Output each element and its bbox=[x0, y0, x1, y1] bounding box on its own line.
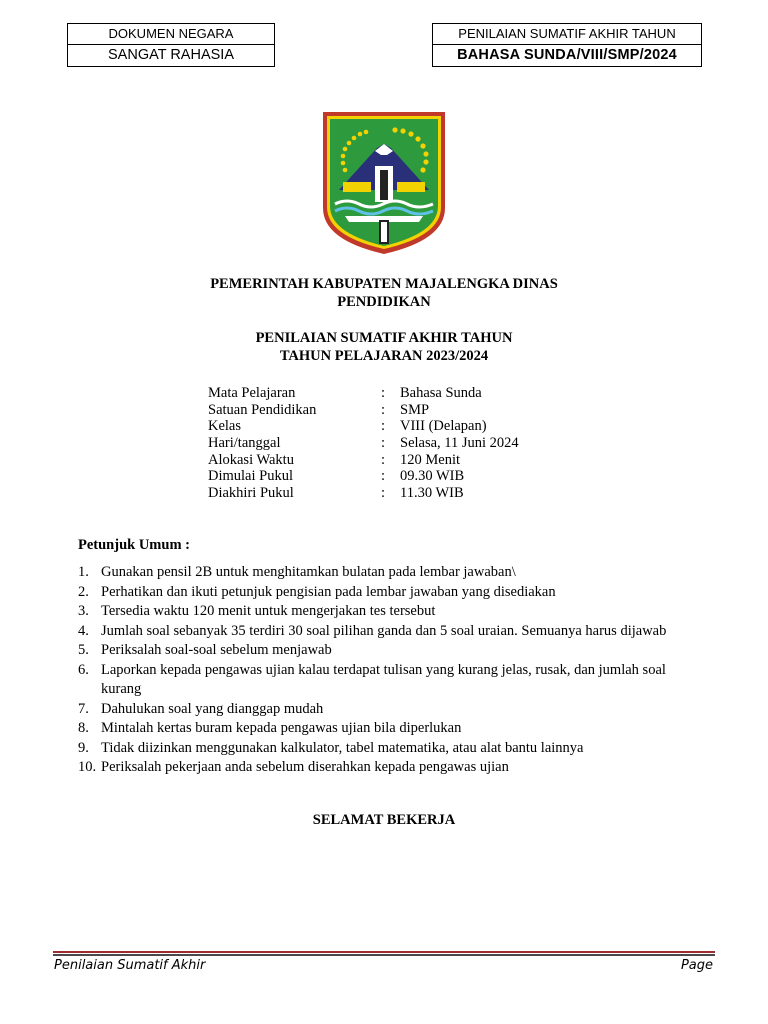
footer-document-name: Penilaian Sumatif Akhir bbox=[54, 958, 206, 973]
government-title-line1: PEMERINTAH KABUPATEN MAJALENGKA DINAS bbox=[210, 276, 558, 292]
instruction-text: Periksalah soal-soal sebelum menjawab bbox=[101, 642, 332, 658]
instruction-text: Perhatikan dan ikuti petunjuk pengisian pada lembar jawaban yang disediakan bbox=[101, 583, 556, 600]
instruction-text: Tersedia waktu 120 menit untuk mengerjakan tes tersebut bbox=[101, 603, 436, 619]
info-value: Selasa, 11 Juni 2024 bbox=[400, 435, 519, 452]
instruction-item bbox=[78, 700, 698, 720]
header-secrecy: SANGAT RAHASIA bbox=[108, 47, 234, 63]
instruction-item bbox=[78, 602, 698, 622]
info-separator: : bbox=[381, 385, 386, 401]
instruction-item bbox=[78, 622, 698, 642]
government-title bbox=[0, 275, 768, 311]
header-classification: DOKUMEN NEGARA bbox=[68, 24, 274, 45]
info-label: Dimulai Pukul bbox=[208, 468, 293, 485]
exam-title-line1: PENILAIAN SUMATIF AKHIR TAHUN bbox=[255, 330, 513, 346]
info-separator: : bbox=[381, 401, 386, 418]
instruction-text: Mintalah kertas buram kepada pengawas ujian bila diperlukan bbox=[101, 720, 462, 736]
info-label: Alokasi Waktu bbox=[208, 451, 294, 468]
info-separator: : bbox=[381, 418, 386, 435]
instructions-heading: Petunjuk Umum : bbox=[78, 537, 190, 553]
info-value: VIII (Delapan) bbox=[400, 418, 487, 435]
header-exam-name: PENILAIAN SUMATIF AKHIR TAHUN bbox=[433, 24, 701, 45]
government-title-line2: PENDIDIKAN bbox=[337, 294, 431, 310]
instruction-number: 5. bbox=[78, 642, 89, 658]
instruction-number: 4. bbox=[78, 622, 89, 639]
info-separator: : bbox=[381, 468, 386, 485]
info-label: Satuan Pendidikan bbox=[208, 401, 317, 418]
instruction-item bbox=[78, 583, 698, 603]
info-label: Mata Pelajaran bbox=[208, 385, 296, 401]
instructions-list bbox=[78, 563, 698, 778]
instruction-item bbox=[78, 719, 698, 739]
instruction-number: 6. bbox=[78, 661, 89, 678]
info-value: 120 Menit bbox=[400, 451, 461, 468]
header-box-right bbox=[432, 23, 702, 67]
instruction-number: 9. bbox=[78, 739, 89, 756]
exam-title bbox=[0, 329, 768, 365]
footer-page-label: Page bbox=[680, 958, 713, 973]
majalengka-emblem-icon bbox=[315, 108, 453, 256]
instruction-text: Gunakan pensil 2B untuk menghitamkan bulatan pada lembar jawaban\ bbox=[101, 564, 516, 580]
info-value: 09.30 WIB bbox=[400, 468, 465, 485]
instruction-text: Tidak diizinkan menggunakan kalkulator, tabel matematika, atau alat bantu lainnya bbox=[101, 739, 584, 756]
instruction-item bbox=[78, 641, 698, 661]
instruction-item bbox=[78, 563, 698, 583]
header-box-left bbox=[67, 23, 275, 67]
info-label: Hari/tanggal bbox=[208, 435, 281, 452]
closing-text: SELAMAT BEKERJA bbox=[312, 812, 456, 828]
instruction-item bbox=[78, 758, 698, 778]
instruction-number: 7. bbox=[78, 700, 89, 717]
info-label: Diakhiri Pukul bbox=[208, 485, 294, 502]
instruction-item bbox=[78, 739, 698, 759]
instruction-number: 10. bbox=[78, 759, 97, 775]
instruction-item bbox=[78, 661, 698, 700]
header-exam-code: BAHASA SUNDA/VIII/SMP/2024 bbox=[457, 47, 677, 63]
instruction-number: 1. bbox=[78, 564, 89, 580]
instruction-number: 3. bbox=[78, 603, 89, 619]
footer-divider bbox=[53, 951, 715, 957]
instruction-text: Periksalah pekerjaan anda sebelum diserahkan kepada pengawas ujian bbox=[101, 759, 509, 775]
info-value: 11.30 WIB bbox=[400, 485, 464, 502]
info-separator: : bbox=[381, 435, 386, 452]
info-value: SMP bbox=[400, 401, 430, 418]
instruction-text: Laporkan kepada pengawas ujian kalau terdapat tulisan yang kurang jelas, rusak, dan jumlah soal kurang bbox=[101, 661, 666, 697]
exam-title-line2: TAHUN PELAJARAN 2023/2024 bbox=[279, 348, 489, 364]
info-label: Kelas bbox=[208, 418, 242, 435]
info-value: Bahasa Sunda bbox=[400, 385, 482, 401]
info-separator: : bbox=[381, 485, 386, 502]
instruction-number: 2. bbox=[78, 583, 89, 600]
info-separator: : bbox=[381, 451, 386, 468]
instruction-number: 8. bbox=[78, 720, 89, 736]
instruction-text: Jumlah soal sebanyak 35 terdiri 30 soal pilihan ganda dan 5 soal uraian. Semuanya harus dijawab bbox=[101, 622, 667, 639]
instruction-text: Dahulukan soal yang dianggap mudah bbox=[101, 700, 324, 717]
